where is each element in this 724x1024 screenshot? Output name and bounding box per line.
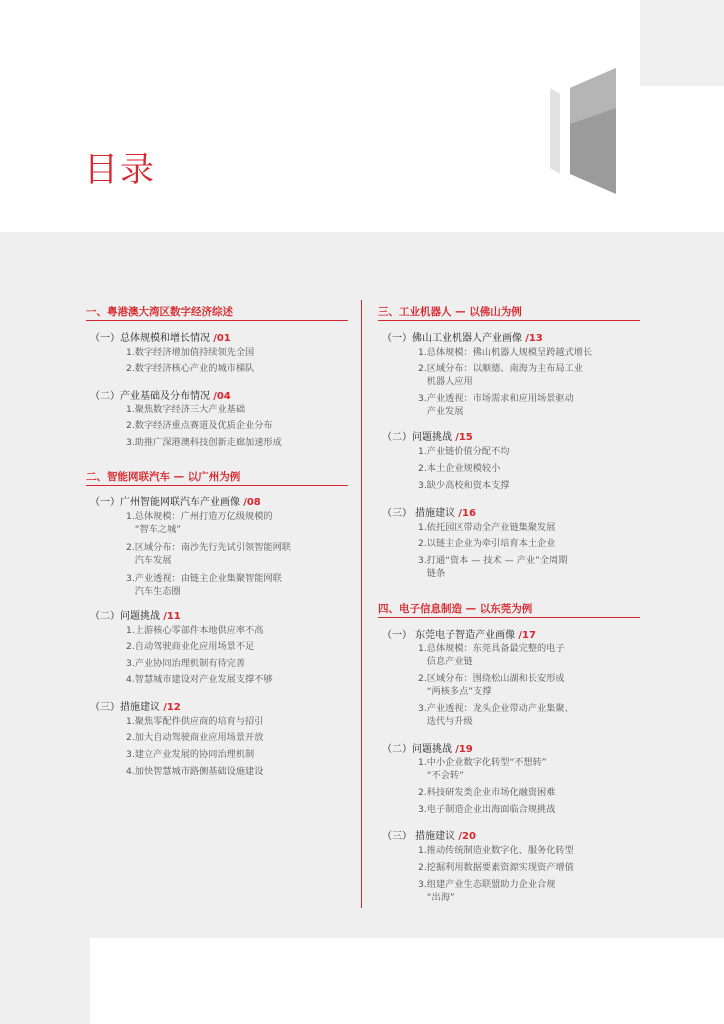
section-title: 一、粤港澳大湾区数字经济综述	[86, 306, 233, 318]
toc-item: 2.数字经济重点赛道及优质企业分布	[126, 420, 273, 431]
folded-shape-icon	[550, 68, 620, 194]
toc-entry[interactable]: （二）产业基础及分布情况 /04	[90, 391, 231, 402]
bottom-corner-decoration	[0, 938, 90, 1024]
toc-entry[interactable]: （一）广州智能网联汽车产业画像 /08	[90, 497, 261, 508]
section-rule	[378, 617, 640, 618]
toc-entry[interactable]: （三）措施建议 /12	[90, 702, 181, 713]
toc-item: 1.总体规模：东莞具备最完整的电子 信息产业链	[418, 643, 565, 667]
toc-item: 2.数字经济核心产业的城市梯队	[126, 363, 255, 374]
section-rule	[378, 320, 640, 321]
toc-entry[interactable]: （二）问题挑战 /11	[90, 611, 181, 622]
toc-item: 3.产业协同治理机制有待完善	[126, 658, 246, 669]
toc-item: 3.产业透视：龙头企业带动产业集聚、 迭代与升级	[418, 703, 574, 727]
toc-item: 1.总体规模：广州打造万亿级规模的 “智车之城”	[126, 511, 273, 535]
toc-item: 3.建立产业发展的协同治理机制	[126, 749, 255, 760]
toc-item: 1.聚焦零配件供应商的培育与招引	[126, 716, 264, 727]
toc-item: 1.产业链价值分配不均	[418, 446, 510, 457]
toc-item: 2.区域分布：围绕松山湖和长安形成 “两核多点”支撑	[418, 673, 565, 697]
toc-entry[interactable]: （三） 措施建议 /16	[382, 508, 476, 519]
toc-item: 4.智慧城市建设对产业发展支撑不够	[126, 674, 273, 685]
toc-item: 1.中小企业数字化转型“不想转” “不会转”	[418, 757, 547, 781]
toc-item: 3.电子制造企业出海面临合规挑战	[418, 804, 556, 815]
toc-item: 2.以链主企业为牵引培育本土企业	[418, 538, 556, 549]
section-rule	[86, 320, 348, 321]
toc-entry[interactable]: （一）总体规模和增长情况 /01	[90, 333, 231, 344]
toc-item: 1.总体规模：佛山机器人规模呈跨越式增长	[418, 347, 593, 358]
toc-item: 3.产业透视：由链主企业集聚智能网联 汽车生态圈	[126, 573, 282, 597]
toc-item: 2.区域分布：以顺德、南海为主布局工业 机器人应用	[418, 363, 583, 387]
toc-item: 2.加大自动驾驶商业应用场景开放	[126, 732, 264, 743]
toc-item: 1.依托园区带动全产业链集聚发展	[418, 522, 556, 533]
toc-item: 3.打通“资本 — 技术 — 产业”全周期 链条	[418, 555, 568, 579]
toc-item: 3.助推广深港澳科技创新走廊加速形成	[126, 437, 282, 448]
toc-entry[interactable]: （三） 措施建议 /20	[382, 831, 476, 842]
toc-item: 2.挖掘利用数据要素资源实现资产增值	[418, 862, 574, 873]
corner-decoration	[640, 0, 724, 86]
toc-entry[interactable]: （二）问题挑战 /15	[382, 432, 473, 443]
toc-item: 3.组建产业生态联盟助力企业合规 “出海”	[418, 879, 556, 903]
section-title: 二、智能网联汽车 — 以广州为例	[86, 471, 241, 483]
toc-item: 2.本土企业规模较小	[418, 463, 501, 474]
toc-item: 2.自动驾驶商业化应用场景不足	[126, 641, 255, 652]
toc-item: 2.科技研发类企业市场化融资困难	[418, 787, 556, 798]
column-divider	[361, 300, 362, 908]
toc-item: 1.推动传统制造业数字化、服务化转型	[418, 845, 574, 856]
toc-item: 1.数字经济增加值持续领先全国	[126, 347, 255, 358]
toc-entry[interactable]: （一） 东莞电子智造产业画像 /17	[382, 630, 536, 641]
toc-item: 3.缺少高校和资本支撑	[418, 480, 510, 491]
toc-item: 1.上游核心零部件本地供应率不高	[126, 625, 264, 636]
toc-item: 4.加快智慧城市路侧基础设施建设	[126, 766, 264, 777]
toc-item: 2.区域分布：南沙先行先试引领智能网联 汽车发展	[126, 542, 291, 566]
page-title: 目录	[84, 150, 156, 190]
toc-item: 1.聚焦数字经济三大产业基础	[126, 404, 246, 415]
toc-entry[interactable]: （二）问题挑战 /19	[382, 744, 473, 755]
toc-entry[interactable]: （一）佛山工业机器人产业画像 /13	[382, 333, 543, 344]
toc-item: 3.产业透视：市场需求和应用场景驱动 产业发展	[418, 393, 574, 417]
section-title: 三、工业机器人 — 以佛山为例	[378, 306, 522, 318]
section-title: 四、电子信息制造 — 以东莞为例	[378, 603, 533, 615]
section-rule	[86, 485, 348, 486]
